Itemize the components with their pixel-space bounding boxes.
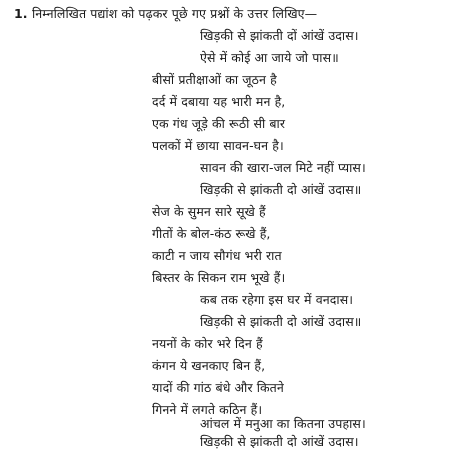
poem-line-3: बीसों प्रतीक्षाओं का जूठन है	[152, 72, 277, 87]
poem-line-12: बिस्तर के सिकन राम भूखे हैं।	[152, 270, 286, 285]
poem-line-18: गिनने में लगते कठिन हैं।	[152, 402, 263, 417]
poem-line-7: सावन की खारा-जल मिटे नहीं प्यास।	[200, 160, 366, 175]
poem-line-16: कंगन ये खनकाए बिन हैं,	[152, 358, 266, 373]
poem-line-13: कब तक रहेगा इस घर में वनदास।	[200, 292, 354, 307]
poem-line-11: काटी न जाय सौगंध भरी रात	[152, 248, 282, 263]
question-instruction: निम्नलिखित पद्यांश को पढ़कर पूछे गए प्रश्नों के उत्तर लिखिए—	[32, 6, 318, 21]
poem-line-1: खिड़की से झांकती दों आंखें उदास।	[200, 28, 359, 43]
poem-line-20: खिड़की से झांकती दो आंखें उदास।	[200, 434, 359, 449]
poem-line-4: दर्द में दबाया यह भारी मन है,	[152, 94, 286, 109]
poem-line-19: आंचल में मनुआ का कितना उपहास।	[200, 416, 366, 431]
question-number: 1.	[14, 6, 28, 21]
poem-line-2: ऐसे में कोई आ जाये जो पास॥	[200, 50, 339, 65]
poem-line-6: पलकों में छाया सावन-घन है।	[152, 138, 284, 153]
poem-line-17: यादों की गांठ बंधे और कितने	[152, 380, 284, 395]
poem-line-9: सेज के सुमन सारे सूखे हैं	[152, 204, 266, 219]
poem-line-8: खिड़की से झांकती दो आंखें उदास॥	[200, 182, 362, 197]
poem-line-5: एक गंध जूड़े की रूठी सी बार	[152, 116, 286, 131]
poem-line-10: गीतों के बोल-कंठ रूखे हैं,	[152, 226, 271, 241]
poem-line-15: नयनों के कोर भरे दिन हैं	[152, 336, 263, 351]
poem-line-14: खिड़की से झांकती दो आंखें उदास॥	[200, 314, 362, 329]
